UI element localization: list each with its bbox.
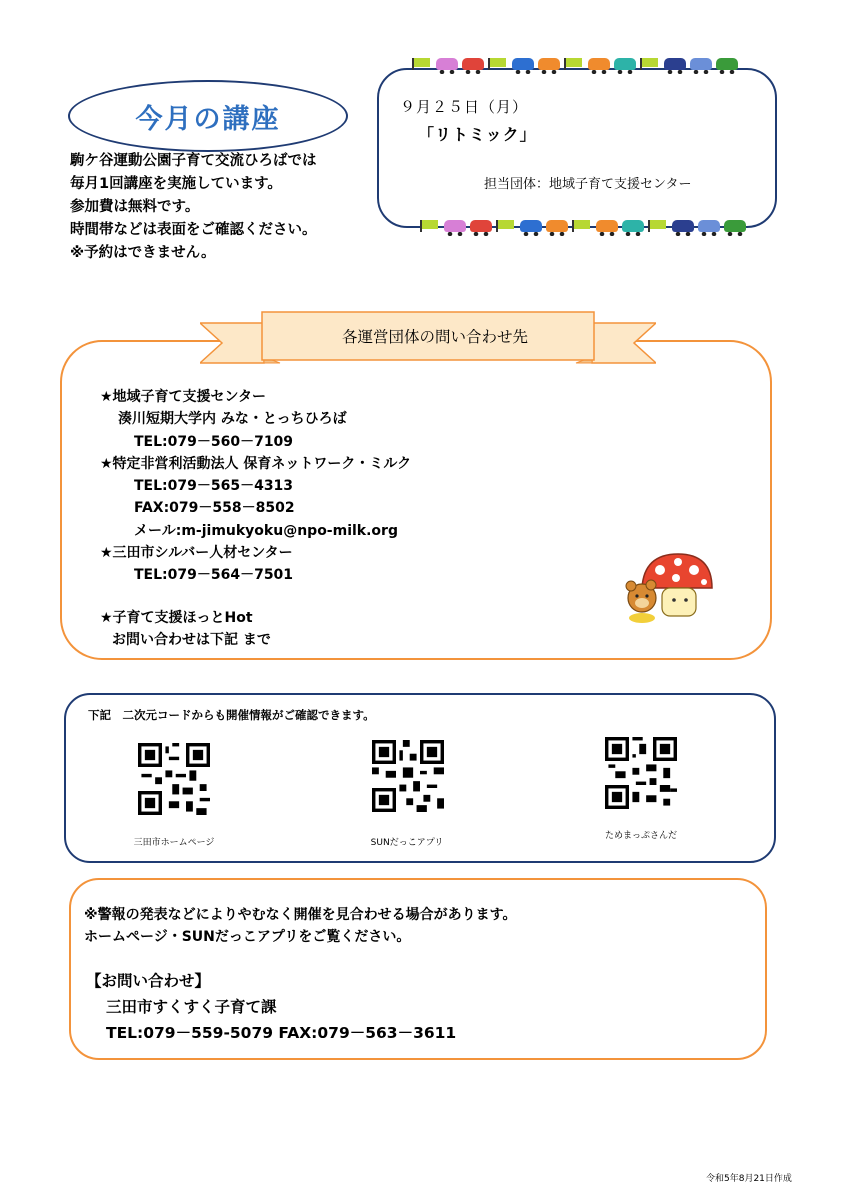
qr-label: ためまっぷさんだ [604,831,677,841]
qr-code-icon[interactable] [372,740,444,812]
notice-text [84,904,517,948]
flag-icon [488,58,508,70]
qr-code-icon[interactable] [605,737,677,809]
lecture-date: ９月２５日（月） [400,98,529,116]
intro-text [70,150,317,265]
car-icon [436,58,458,70]
inquiry-department: 三田市すくすく子育て課 [106,998,277,1016]
contact-line: TEL:079－564－7501 [134,567,294,584]
qr-label: SUNだっこアプリ [370,838,444,848]
contacts-heading: 各運営団体の問い合わせ先 [341,328,528,346]
flag-icon [564,58,584,70]
car-icon [444,220,466,232]
car-icon [690,58,712,70]
contact-line: メール:m-jimukyoku@npo-milk.org [134,522,398,539]
car-border-bottom [420,220,746,232]
lecture-heading: 今月の講座 [135,103,281,135]
contact-line: ★地域子育て支援センター [100,389,266,405]
car-icon [596,220,618,232]
car-icon [512,58,534,70]
car-icon [538,58,560,70]
car-border-top [412,58,738,70]
car-icon [672,220,694,232]
car-icon [546,220,568,232]
contact-line: TEL:079－560－7109 [134,433,294,450]
qr-label: 三田市ホームページ [133,838,215,848]
lecture-title: 「リトミック」 [418,125,537,144]
contact-spacer [100,587,411,607]
inquiry-heading: 【お問い合わせ】 [86,972,211,990]
contacts-list [100,386,411,651]
flag-icon [572,220,592,232]
car-icon [664,58,686,70]
car-icon [588,58,610,70]
lecture-heading-badge [68,80,348,152]
contact-line: FAX:079－558－8502 [134,500,295,517]
flag-icon [640,58,660,70]
car-icon [724,220,746,232]
intro-line: 時間帯などは表面をご確認ください。 [70,222,317,238]
contact-line: ★特定非営利活動法人 保育ネットワーク・ミルク [100,455,412,472]
car-icon [520,220,542,232]
contact-line: ★子育て支援ほっとHot [100,609,253,626]
contact-line: お問い合わせは下記 まで [112,631,271,648]
contact-line: 湊川短期大学内 みな・とっちひろば [118,411,347,428]
notice-line: ※警報の発表などによりやむなく開催を見合わせる場合があります。 [84,907,517,923]
car-icon [470,220,492,232]
qr-note: 下記 二次元コードからも開催情報がご確認できます。 [88,708,375,722]
car-icon [614,58,636,70]
notice-line: ホームページ・SUNだっこアプリをご覧ください。 [84,929,411,945]
intro-line: 駒ケ谷運動公園子育て交流ひろばでは [70,153,317,169]
car-icon [622,220,644,232]
flag-icon [648,220,668,232]
intro-line: 毎月1回講座を実施しています。 [70,176,282,192]
car-icon [716,58,738,70]
mushroom-bear-illustration [620,548,716,624]
inquiry-phone: TEL:079－559-5079 FAX:079－563－3611 [106,1024,457,1042]
car-icon [698,220,720,232]
intro-line: 参加費は無料です。 [70,199,200,215]
qr-code-icon[interactable] [138,743,210,815]
lecture-organizer: 担当団体：地域子育て支援センター [484,177,692,192]
lecture-box [377,68,777,228]
created-date: 令和5年8月21日作成 [706,1174,792,1184]
flag-icon [412,58,432,70]
contact-line: ★三田市シルバー人材センター [100,545,293,562]
contact-line: TEL:079－565－4313 [134,478,294,495]
intro-line: ※予約はできません。 [70,245,216,261]
flag-icon [420,220,440,232]
inquiry-block [86,968,456,1046]
car-icon [462,58,484,70]
flag-icon [496,220,516,232]
